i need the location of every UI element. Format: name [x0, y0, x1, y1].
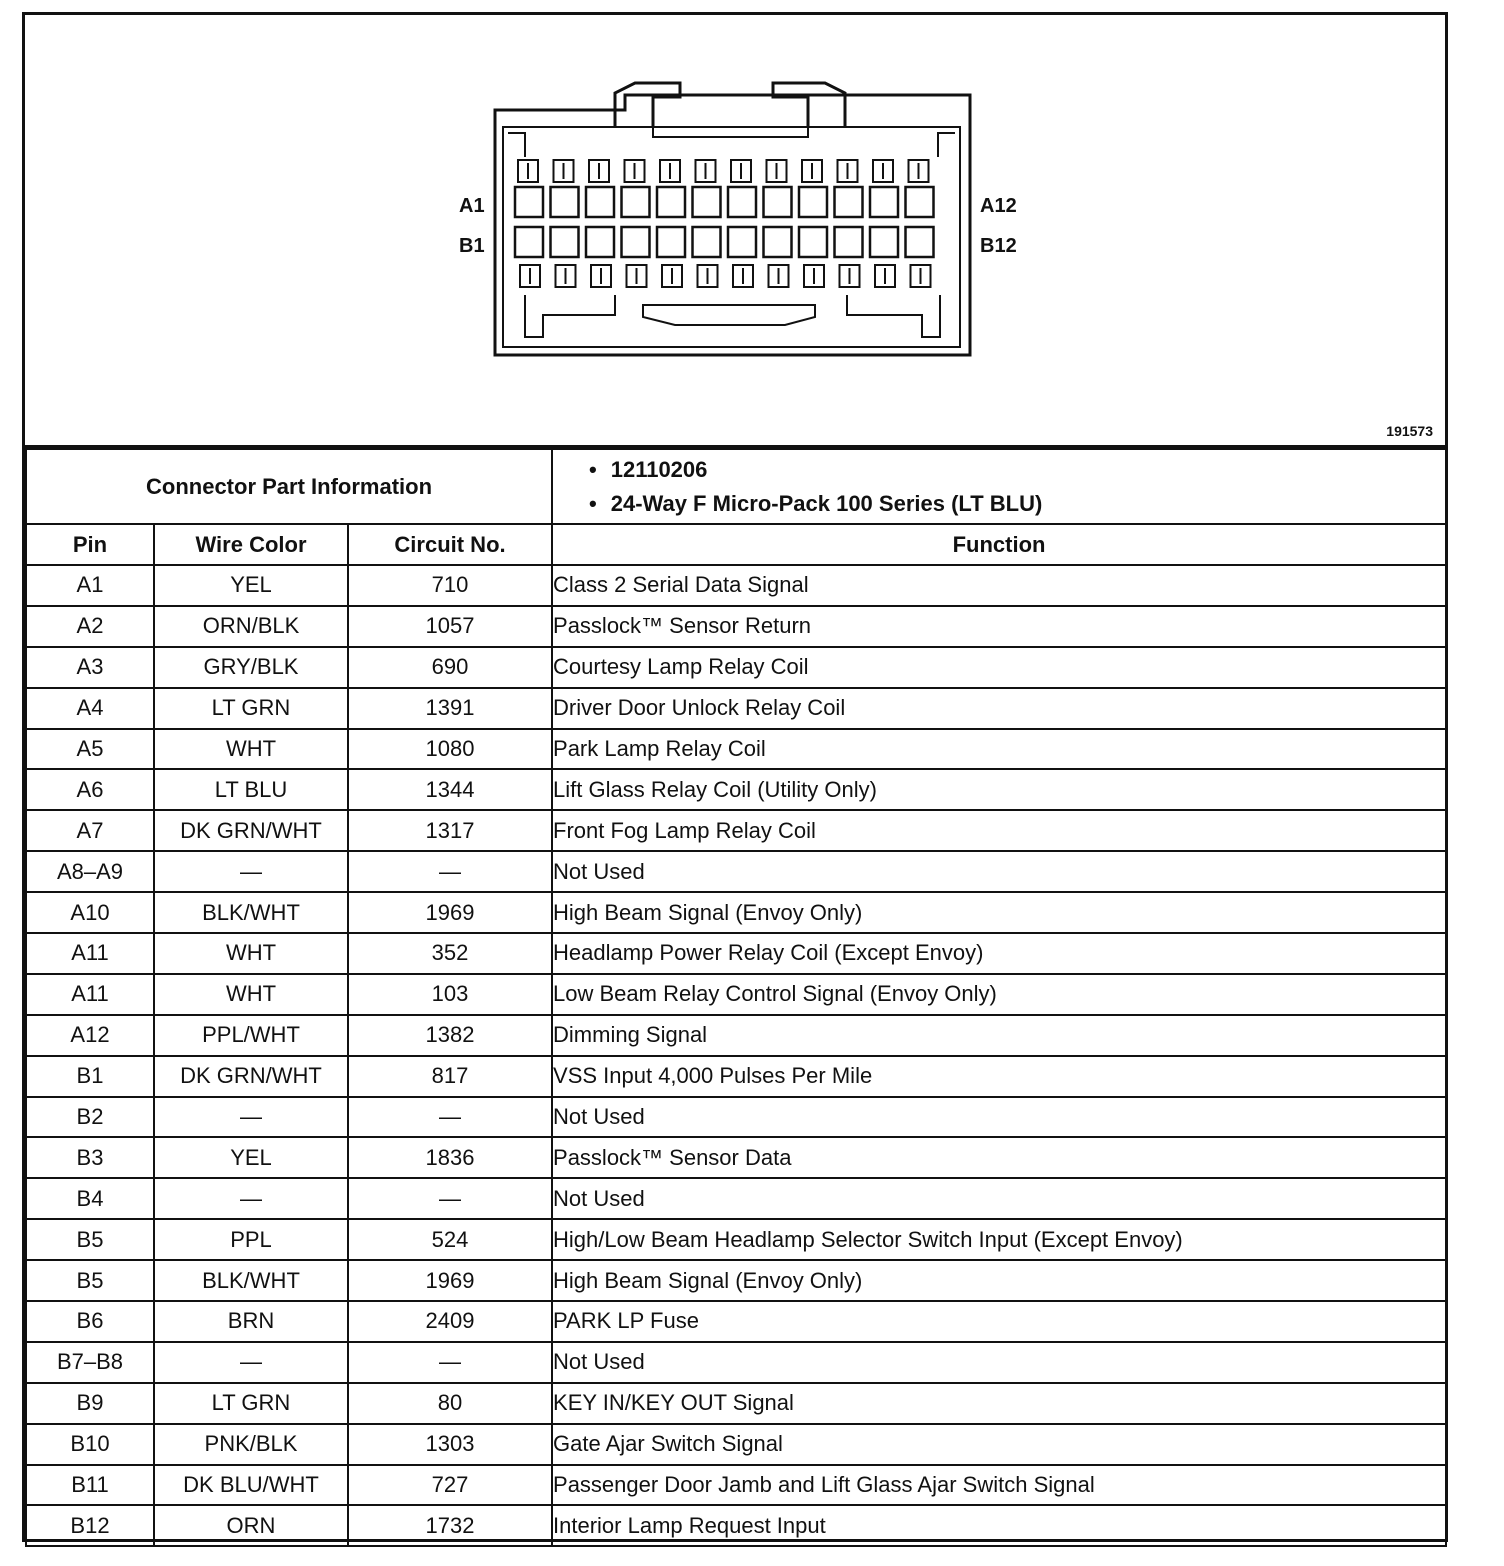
side-slot-right — [938, 133, 955, 157]
function-cell: High Beam Signal (Envoy Only) — [552, 892, 1446, 933]
connector-info-list — [552, 449, 1446, 524]
function-cell: Passlock™ Sensor Return — [552, 606, 1446, 647]
table-row — [26, 1301, 1446, 1342]
table-row — [26, 769, 1446, 810]
side-slot-left — [508, 133, 525, 157]
cavity-row-b — [799, 227, 827, 257]
function-cell: KEY IN/KEY OUT Signal — [552, 1383, 1446, 1424]
wire-color-cell: WHT — [154, 729, 348, 770]
pin-cell: A12 — [26, 1015, 154, 1056]
cavity-row-a — [515, 187, 543, 217]
table-row — [26, 606, 1446, 647]
circuit-cell: 1732 — [348, 1505, 552, 1546]
wire-color-cell: BLK/WHT — [154, 892, 348, 933]
table-row — [26, 892, 1446, 933]
function-cell: Class 2 Serial Data Signal — [552, 565, 1446, 606]
circuit-cell: 524 — [348, 1219, 552, 1260]
connector-info-label: Connector Part Information — [26, 449, 552, 524]
wire-color-cell: LT BLU — [154, 769, 348, 810]
connector-part-number: • 12110206 — [589, 453, 1445, 487]
connector-description: • 24-Way F Micro-Pack 100 Series (LT BLU) — [589, 487, 1445, 521]
cavity-row-b — [835, 227, 863, 257]
pin-cell: A7 — [26, 810, 154, 851]
function-cell: Headlamp Power Relay Coil (Except Envoy) — [552, 933, 1446, 974]
function-cell: Passlock™ Sensor Data — [552, 1137, 1446, 1178]
circuit-cell: — — [348, 1097, 552, 1138]
cavity-row-b — [622, 227, 650, 257]
table-header-row — [26, 524, 1446, 565]
wire-color-cell: — — [154, 1097, 348, 1138]
function-cell: Low Beam Relay Control Signal (Envoy Only) — [552, 974, 1446, 1015]
pin-cell: B9 — [26, 1383, 154, 1424]
cavity-row-a — [586, 187, 614, 217]
wire-color-cell: PPL — [154, 1219, 348, 1260]
cavity-row-a — [728, 187, 756, 217]
circuit-cell: 1303 — [348, 1424, 552, 1465]
pin-cell: B12 — [26, 1505, 154, 1546]
cavity-row-a — [835, 187, 863, 217]
table-row — [26, 1342, 1446, 1383]
circuit-cell: — — [348, 1342, 552, 1383]
function-cell: Not Used — [552, 1342, 1446, 1383]
wire-color-cell: WHT — [154, 933, 348, 974]
wire-color-cell: ORN — [154, 1505, 348, 1546]
figure-id: 191573 — [1386, 423, 1433, 439]
cavity-row-a — [906, 187, 934, 217]
table-row — [26, 729, 1446, 770]
pin-cell: B2 — [26, 1097, 154, 1138]
function-cell: Driver Door Unlock Relay Coil — [552, 688, 1446, 729]
wire-color-cell: LT GRN — [154, 1383, 348, 1424]
pin-cell: B5 — [26, 1260, 154, 1301]
wire-color-cell: WHT — [154, 974, 348, 1015]
pin-cell: A1 — [26, 565, 154, 606]
function-cell: Lift Glass Relay Coil (Utility Only) — [552, 769, 1446, 810]
pin-cell: B10 — [26, 1424, 154, 1465]
circuit-cell: 1391 — [348, 688, 552, 729]
pin-cell: A11 — [26, 974, 154, 1015]
cavity-row-b — [728, 227, 756, 257]
circuit-cell: 690 — [348, 647, 552, 688]
connector-face-diagram — [25, 15, 1445, 445]
circuit-cell: 2409 — [348, 1301, 552, 1342]
function-cell: Not Used — [552, 1178, 1446, 1219]
circuit-cell: 1969 — [348, 892, 552, 933]
wire-color-cell: — — [154, 1178, 348, 1219]
cavity-row-b — [586, 227, 614, 257]
label-a1: A1 — [459, 195, 485, 217]
wire-color-cell: PPL/WHT — [154, 1015, 348, 1056]
table-row — [26, 1097, 1446, 1138]
wire-color-cell: BLK/WHT — [154, 1260, 348, 1301]
cavity-row-a — [551, 187, 579, 217]
header-wire-color: Wire Color — [154, 524, 348, 565]
cavity-row-b — [515, 227, 543, 257]
circuit-cell: 80 — [348, 1383, 552, 1424]
pin-cell: A4 — [26, 688, 154, 729]
latch-bridge — [653, 127, 808, 137]
circuit-cell: 1057 — [348, 606, 552, 647]
pin-cell: A10 — [26, 892, 154, 933]
cavity-row-a — [799, 187, 827, 217]
table-row — [26, 1424, 1446, 1465]
pin-cell: B1 — [26, 1056, 154, 1097]
label-a12: A12 — [980, 195, 1017, 217]
function-cell: Not Used — [552, 851, 1446, 892]
table-row — [26, 688, 1446, 729]
cavity-row-a — [657, 187, 685, 217]
function-cell: VSS Input 4,000 Pulses Per Mile — [552, 1056, 1446, 1097]
header-function: Function — [552, 524, 1446, 565]
circuit-cell: 1969 — [348, 1260, 552, 1301]
function-cell: Not Used — [552, 1097, 1446, 1138]
pin-cell: A6 — [26, 769, 154, 810]
wire-color-cell: DK GRN/WHT — [154, 810, 348, 851]
pin-cell: B7–B8 — [26, 1342, 154, 1383]
pin-cell: A8–A9 — [26, 851, 154, 892]
key-slot — [643, 305, 815, 325]
connector-diagram-area — [25, 15, 1445, 448]
table-row — [26, 565, 1446, 606]
page-frame — [22, 12, 1448, 1542]
cavity-row-a — [693, 187, 721, 217]
table-row — [26, 1260, 1446, 1301]
wire-color-cell: BRN — [154, 1301, 348, 1342]
table-row — [26, 1465, 1446, 1506]
wire-color-cell: PNK/BLK — [154, 1424, 348, 1465]
cavity-row-b — [551, 227, 579, 257]
function-cell: Interior Lamp Request Input — [552, 1505, 1446, 1546]
wire-color-cell: YEL — [154, 565, 348, 606]
circuit-cell: 710 — [348, 565, 552, 606]
wire-color-cell: DK BLU/WHT — [154, 1465, 348, 1506]
pin-cell: A5 — [26, 729, 154, 770]
function-cell: High/Low Beam Headlamp Selector Switch Input (Except Envoy) — [552, 1219, 1446, 1260]
pin-cell: A2 — [26, 606, 154, 647]
cavity-row-a — [764, 187, 792, 217]
cavity-row-b — [906, 227, 934, 257]
cavity-row-a — [870, 187, 898, 217]
cavity-row-b — [657, 227, 685, 257]
pin-cell: A11 — [26, 933, 154, 974]
function-cell: Gate Ajar Switch Signal — [552, 1424, 1446, 1465]
circuit-cell: 103 — [348, 974, 552, 1015]
table-row — [26, 810, 1446, 851]
circuit-cell: 1382 — [348, 1015, 552, 1056]
connector-info-row — [26, 449, 1446, 524]
wire-color-cell: — — [154, 1342, 348, 1383]
table-row — [26, 1383, 1446, 1424]
function-cell: Dimming Signal — [552, 1015, 1446, 1056]
wire-color-cell: — — [154, 851, 348, 892]
pin-cell: B11 — [26, 1465, 154, 1506]
circuit-cell: 1344 — [348, 769, 552, 810]
wire-color-cell: DK GRN/WHT — [154, 1056, 348, 1097]
circuit-cell: 817 — [348, 1056, 552, 1097]
circuit-cell: — — [348, 851, 552, 892]
circuit-cell: 727 — [348, 1465, 552, 1506]
circuit-cell: 352 — [348, 933, 552, 974]
function-cell: Passenger Door Jamb and Lift Glass Ajar Switch Signal — [552, 1465, 1446, 1506]
wire-color-cell: LT GRN — [154, 688, 348, 729]
foot-left — [525, 295, 615, 337]
function-cell: Courtesy Lamp Relay Coil — [552, 647, 1446, 688]
table-row — [26, 1219, 1446, 1260]
function-cell: High Beam Signal (Envoy Only) — [552, 1260, 1446, 1301]
pin-cell: B3 — [26, 1137, 154, 1178]
table-row — [26, 1137, 1446, 1178]
table-row — [26, 1056, 1446, 1097]
table-row — [26, 1505, 1446, 1546]
pin-cell: B5 — [26, 1219, 154, 1260]
table-row — [26, 851, 1446, 892]
function-cell: Front Fog Lamp Relay Coil — [552, 810, 1446, 851]
wire-color-cell: GRY/BLK — [154, 647, 348, 688]
label-b1: B1 — [459, 235, 485, 257]
table-row — [26, 974, 1446, 1015]
function-cell: Park Lamp Relay Coil — [552, 729, 1446, 770]
pin-cell: B4 — [26, 1178, 154, 1219]
header-circuit: Circuit No. — [348, 524, 552, 565]
pin-cell: A3 — [26, 647, 154, 688]
cavity-row-a — [622, 187, 650, 217]
circuit-cell: — — [348, 1178, 552, 1219]
circuit-cell: 1317 — [348, 810, 552, 851]
function-cell: PARK LP Fuse — [552, 1301, 1446, 1342]
table-row — [26, 647, 1446, 688]
foot-right — [847, 295, 940, 337]
table-row — [26, 1178, 1446, 1219]
pinout-table — [25, 448, 1447, 1547]
latch-right — [773, 83, 845, 127]
cavity-row-b — [870, 227, 898, 257]
pin-cell: B6 — [26, 1301, 154, 1342]
table-row — [26, 1015, 1446, 1056]
table-row — [26, 933, 1446, 974]
circuit-cell: 1836 — [348, 1137, 552, 1178]
wire-color-cell: ORN/BLK — [154, 606, 348, 647]
wire-color-cell: YEL — [154, 1137, 348, 1178]
label-b12: B12 — [980, 235, 1017, 257]
circuit-cell: 1080 — [348, 729, 552, 770]
cavity-row-b — [764, 227, 792, 257]
cavity-row-b — [693, 227, 721, 257]
header-pin: Pin — [26, 524, 154, 565]
